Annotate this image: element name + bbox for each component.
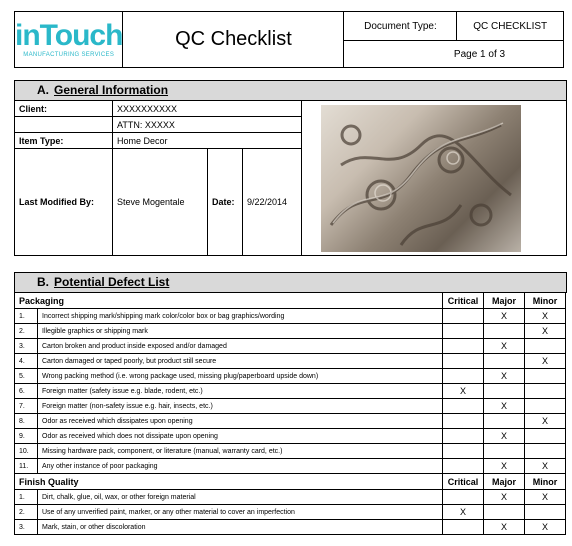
defect-number: 2. bbox=[15, 505, 38, 520]
defect-row bbox=[15, 369, 566, 384]
critical-mark bbox=[443, 429, 484, 444]
defect-row bbox=[15, 384, 566, 399]
section-a-header: A. General Information bbox=[14, 80, 567, 101]
defect-group-header bbox=[15, 293, 566, 309]
major-mark bbox=[484, 414, 525, 429]
critical-mark: X bbox=[443, 505, 484, 520]
defect-description: Incorrect shipping mark/shipping mark color/color box or bag graphics/wording bbox=[38, 309, 443, 324]
defect-description: Illegible graphics or shipping mark bbox=[38, 324, 443, 339]
product-photo-cell bbox=[302, 101, 567, 256]
date-value: 9/22/2014 bbox=[243, 149, 302, 256]
minor-mark: X bbox=[525, 354, 566, 369]
logo-wordmark: inTouch bbox=[15, 19, 123, 52]
doc-type-value: QC CHECKLIST bbox=[457, 12, 564, 41]
major-mark: X bbox=[484, 429, 525, 444]
client-label: Client: bbox=[15, 101, 113, 117]
page-number: Page 1 of 3 bbox=[457, 41, 564, 68]
defect-description: Any other instance of poor packaging bbox=[38, 459, 443, 474]
document-header bbox=[14, 11, 564, 68]
minor-mark bbox=[525, 369, 566, 384]
defect-row bbox=[15, 399, 566, 414]
critical-mark bbox=[443, 399, 484, 414]
minor-mark bbox=[525, 384, 566, 399]
defect-description: Dirt, chalk, glue, oil, wax, or other foreign material bbox=[38, 490, 443, 505]
critical-mark bbox=[443, 324, 484, 339]
minor-mark: X bbox=[525, 309, 566, 324]
defect-description: Carton damaged or taped poorly, but product still secure bbox=[38, 354, 443, 369]
last-modified-label: Last Modified By: bbox=[15, 149, 113, 256]
page-spacer bbox=[344, 41, 457, 68]
defect-number: 5. bbox=[15, 369, 38, 384]
major-mark bbox=[484, 505, 525, 520]
defect-row bbox=[15, 505, 566, 520]
major-mark: X bbox=[484, 490, 525, 505]
defect-number: 10. bbox=[15, 444, 38, 459]
severity-column-header: Major bbox=[484, 293, 525, 309]
defect-number: 11. bbox=[15, 459, 38, 474]
defect-row bbox=[15, 414, 566, 429]
critical-mark bbox=[443, 369, 484, 384]
defect-description: Wrong packing method (i.e. wrong package used, missing plug/paperboard upside down) bbox=[38, 369, 443, 384]
major-mark: X bbox=[484, 339, 525, 354]
severity-column-header: Minor bbox=[525, 293, 566, 309]
defect-number: 4. bbox=[15, 354, 38, 369]
defect-description: Foreign matter (safety issue e.g. blade, rodent, etc.) bbox=[38, 384, 443, 399]
defect-description: Odor as received which dissipates upon opening bbox=[38, 414, 443, 429]
defect-number: 7. bbox=[15, 399, 38, 414]
critical-mark bbox=[443, 309, 484, 324]
minor-mark bbox=[525, 444, 566, 459]
attn-value: ATTN: XXXXX bbox=[113, 117, 302, 133]
doc-type-label: Document Type: bbox=[344, 12, 457, 41]
attn-spacer bbox=[15, 117, 113, 133]
critical-mark bbox=[443, 520, 484, 535]
defect-row bbox=[15, 520, 566, 535]
major-mark bbox=[484, 324, 525, 339]
defect-row bbox=[15, 459, 566, 474]
critical-mark: X bbox=[443, 384, 484, 399]
major-mark bbox=[484, 444, 525, 459]
severity-column-header: Critical bbox=[443, 474, 484, 490]
defect-number: 1. bbox=[15, 309, 38, 324]
defect-group-name: Packaging bbox=[15, 293, 443, 309]
defect-number: 3. bbox=[15, 339, 38, 354]
logo-tagline: MANUFACTURING SERVICES bbox=[23, 52, 115, 58]
date-label: Date: bbox=[208, 149, 243, 256]
severity-column-header: Major bbox=[484, 474, 525, 490]
client-value: XXXXXXXXXX bbox=[113, 101, 302, 117]
severity-column-header: Critical bbox=[443, 293, 484, 309]
defect-group-name: Finish Quality bbox=[15, 474, 443, 490]
defect-row bbox=[15, 490, 566, 505]
defect-description: Foreign matter (non-safety issue e.g. hair, insects, etc.) bbox=[38, 399, 443, 414]
defect-group-header bbox=[15, 474, 566, 490]
defect-row bbox=[15, 444, 566, 459]
critical-mark bbox=[443, 444, 484, 459]
minor-mark: X bbox=[525, 490, 566, 505]
item-type-value: Home Decor bbox=[113, 133, 302, 149]
defect-number: 9. bbox=[15, 429, 38, 444]
defect-description: Odor as received which does not dissipate upon opening bbox=[38, 429, 443, 444]
minor-mark: X bbox=[525, 324, 566, 339]
company-logo bbox=[15, 12, 123, 68]
minor-mark: X bbox=[525, 459, 566, 474]
defect-description: Missing hardware pack, component, or literature (manual, warranty card, etc.) bbox=[38, 444, 443, 459]
minor-mark bbox=[525, 505, 566, 520]
major-mark: X bbox=[484, 459, 525, 474]
defect-number: 8. bbox=[15, 414, 38, 429]
minor-mark: X bbox=[525, 520, 566, 535]
defect-row bbox=[15, 309, 566, 324]
minor-mark bbox=[525, 429, 566, 444]
major-mark bbox=[484, 384, 525, 399]
defect-number: 6. bbox=[15, 384, 38, 399]
minor-mark bbox=[525, 339, 566, 354]
section-a-title: General Information bbox=[54, 83, 169, 97]
section-b-header: B. Potential Defect List bbox=[14, 272, 567, 293]
defect-description: Mark, stain, or other discoloration bbox=[38, 520, 443, 535]
minor-mark bbox=[525, 399, 566, 414]
minor-mark: X bbox=[525, 414, 566, 429]
defect-description: Use of any unverified paint, marker, or any other material to cover an imperfection bbox=[38, 505, 443, 520]
general-info-table bbox=[14, 100, 567, 256]
defect-row bbox=[15, 339, 566, 354]
major-mark: X bbox=[484, 309, 525, 324]
defect-number: 3. bbox=[15, 520, 38, 535]
last-modified-value: Steve Mogentale bbox=[113, 149, 208, 256]
section-b-title: Potential Defect List bbox=[54, 275, 170, 289]
major-mark: X bbox=[484, 399, 525, 414]
defect-number: 2. bbox=[15, 324, 38, 339]
product-photo bbox=[321, 105, 521, 252]
document-title: QC Checklist bbox=[123, 12, 344, 68]
defect-row bbox=[15, 354, 566, 369]
major-mark: X bbox=[484, 520, 525, 535]
critical-mark bbox=[443, 490, 484, 505]
defect-row bbox=[15, 429, 566, 444]
critical-mark bbox=[443, 354, 484, 369]
major-mark bbox=[484, 354, 525, 369]
defect-description: Carton broken and product inside exposed and/or damaged bbox=[38, 339, 443, 354]
critical-mark bbox=[443, 459, 484, 474]
major-mark: X bbox=[484, 369, 525, 384]
defect-table bbox=[14, 292, 566, 535]
severity-column-header: Minor bbox=[525, 474, 566, 490]
critical-mark bbox=[443, 414, 484, 429]
item-type-label: Item Type: bbox=[15, 133, 113, 149]
defect-row bbox=[15, 324, 566, 339]
critical-mark bbox=[443, 339, 484, 354]
defect-number: 1. bbox=[15, 490, 38, 505]
